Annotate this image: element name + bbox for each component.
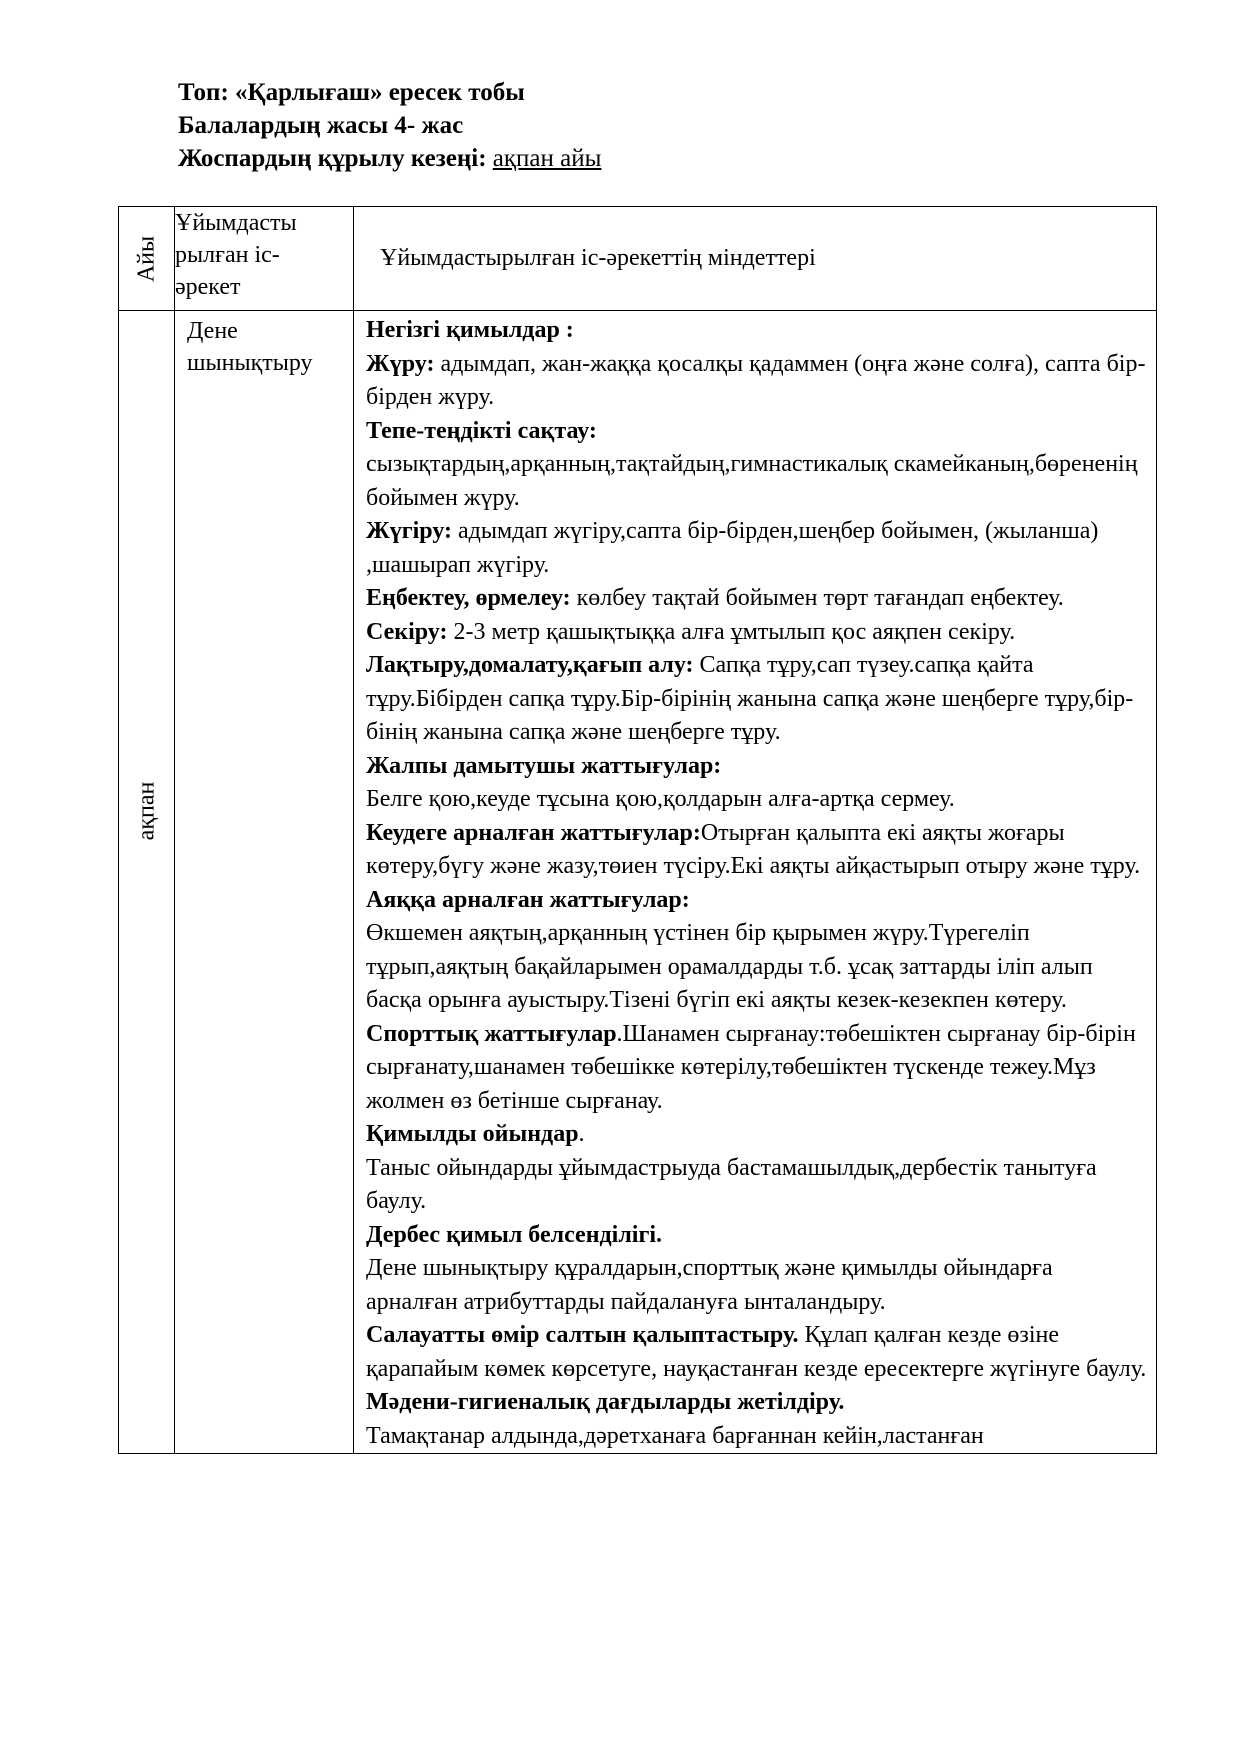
table-row	[119, 311, 1157, 1454]
objective-title: Жалпы дамытушы жаттығулар:	[366, 752, 722, 779]
activity-cell	[175, 311, 354, 1454]
group-line	[178, 76, 601, 109]
activity-line2: шынықтыру	[187, 350, 313, 376]
activity-header-line3: әрекет	[175, 274, 241, 300]
objective-title: Қимылды ойындар	[366, 1121, 579, 1147]
objective-text: Дене шынықтыру құралдарын,спорттық және қимылды ойындарға арналған атрибуттарды пайдалануға ынталандыру.	[366, 1255, 1053, 1315]
objective-title: Салауатты өмір салтын қалыптастыру.	[366, 1322, 799, 1348]
objective-text: .Шанамен сырғанау:төбешіктен сырғанау бір-бірін сырғанату,шанамен төбешікке көтерілу,төбешіктен түскенде тежеу.Мұз жолмен өз бетінше сырғанау.	[366, 1020, 1136, 1114]
objective-item	[366, 1420, 1148, 1454]
objective-text: Сапқа тұру,сап түзеу.сапқа қайта тұру.Бібірден сапқа тұру.Бір-бірінің жанына сапқа және шеңберге тұру,бір-бінің жанына сапқа және шеңберге тұру.	[366, 652, 1134, 745]
objective-item	[366, 348, 1148, 415]
objective-item	[366, 1118, 1148, 1152]
month-cell	[119, 311, 175, 1454]
objective-text: сызықтардың,арқанның,тақтайдың,гимнастикалық скамейканың,бөрененің бойымен жүру.	[366, 451, 1138, 511]
objective-title: Негізгі қимылдар :	[366, 317, 574, 343]
objective-title: Еңбектеу, өрмелеу:	[366, 585, 571, 611]
objective-title: Кеудеге арналған жаттығулар:	[366, 819, 701, 846]
objective-item	[366, 314, 1148, 348]
objective-item	[366, 582, 1148, 616]
objective-item	[366, 649, 1148, 750]
objective-text: Өкшемен аяқтың,арқанның үстінен бір қырымен жүру.Түрегеліп тұрып,аяқтың бақайларымен орамалдарды т.б. ұсақ заттарды іліп алып басқа орынға ауыстыру.Тізені бүгіп екі аяқты кезек-кезекпен көтеру.	[366, 920, 1093, 1013]
objective-item	[366, 750, 1148, 784]
objective-text: Белге қою,кеуде тұсына қою,қолдарын алға-артқа сермеу.	[366, 786, 955, 812]
objective-item	[366, 1152, 1148, 1219]
objective-text: адымдап, жан-жаққа қосалқы қадаммен (оңға және солға), сапта бір-бірден жүру.	[366, 350, 1146, 410]
objective-item	[366, 1018, 1148, 1119]
group-value: «Қарлығаш» ересек тобы	[235, 79, 525, 106]
document-header	[178, 76, 601, 175]
month-header: Айы	[133, 235, 159, 282]
activity-header-line1: Ұйымдасты	[175, 210, 297, 236]
period-label: Жоспардың құрылу кезеңі:	[178, 145, 487, 172]
objective-text: адымдап жүгіру,сапта бір-бірден,шеңбер бойымен, (жыланша) ,шашырап жүгіру.	[366, 518, 1099, 578]
group-label: Топ:	[178, 79, 229, 106]
objective-title: Аяққа арналған жаттығулар:	[366, 886, 690, 913]
objective-title: Спорттық жаттығулар	[366, 1020, 617, 1047]
objective-item	[366, 1252, 1148, 1319]
objective-item	[366, 1386, 1148, 1420]
objective-text: Таныс ойындарды ұйымдастрыуда бастамашылдық,дербестік танытуға баулу.	[366, 1154, 1097, 1214]
age-line: Балалардың жасы 4- жас	[178, 112, 464, 139]
objective-item	[366, 783, 1148, 817]
month-header-cell	[119, 207, 175, 311]
activity-header-line2: рылған іс-	[175, 242, 280, 268]
objective-text: Құлап қалған кезде өзіне қарапайым көмек көрсетуге, науқастанған кезде ересектерге жүгінуге баулу.	[366, 1322, 1147, 1382]
objective-title: Тепе-теңдікті сақтау:	[366, 417, 597, 444]
objective-item	[366, 1319, 1148, 1386]
objective-item	[366, 884, 1148, 918]
activity-line1: Дене	[187, 318, 238, 344]
objectives-header: Ұйымдастырылған іс-әрекеттің міндеттері	[380, 245, 816, 271]
activity-header-cell	[175, 207, 354, 311]
objective-title: Мәдени-гигиеналық дағдыларды жетілдіру.	[366, 1389, 845, 1415]
period-line	[178, 142, 601, 175]
objective-item	[366, 616, 1148, 650]
objectives-header-cell	[354, 207, 1157, 311]
objective-item	[366, 1219, 1148, 1253]
objective-text: Отырған қалыпта екі аяқты жоғары көтеру,бүгу және жазу,төиен түсіру.Екі аяқты айқастырып отыру және тұру.	[366, 819, 1141, 879]
month-value: ақпан	[133, 781, 159, 841]
objective-item	[366, 515, 1148, 582]
objective-title: Дербес қимыл белсенділігі.	[366, 1221, 663, 1248]
objective-text: Тамақтанар алдында,дәретханаға барғаннан кейін,ластанған	[366, 1422, 984, 1449]
objective-title: Лақтыру,домалату,қағып алу:	[366, 652, 694, 678]
objective-text: .	[578, 1121, 585, 1147]
objectives-list	[366, 314, 1148, 1453]
objective-title: Секіру:	[366, 618, 448, 645]
objective-item	[366, 415, 1148, 449]
objective-item	[366, 448, 1148, 515]
objective-title: Жүгіру:	[366, 518, 453, 544]
objective-text: көлбеу тақтай бойымен төрт тағандап еңбектеу.	[570, 585, 1064, 611]
objective-item	[366, 917, 1148, 1018]
objective-item	[366, 817, 1148, 884]
objective-text: 2-3 метр қашықтыққа алға ұмтылып қос аяқпен секіру.	[447, 618, 1016, 645]
objective-title: Жүру:	[366, 350, 435, 377]
objectives-cell	[354, 311, 1157, 1454]
plan-table	[118, 206, 1157, 1454]
table-header-row	[119, 207, 1157, 311]
period-value: ақпан айы	[492, 145, 602, 172]
